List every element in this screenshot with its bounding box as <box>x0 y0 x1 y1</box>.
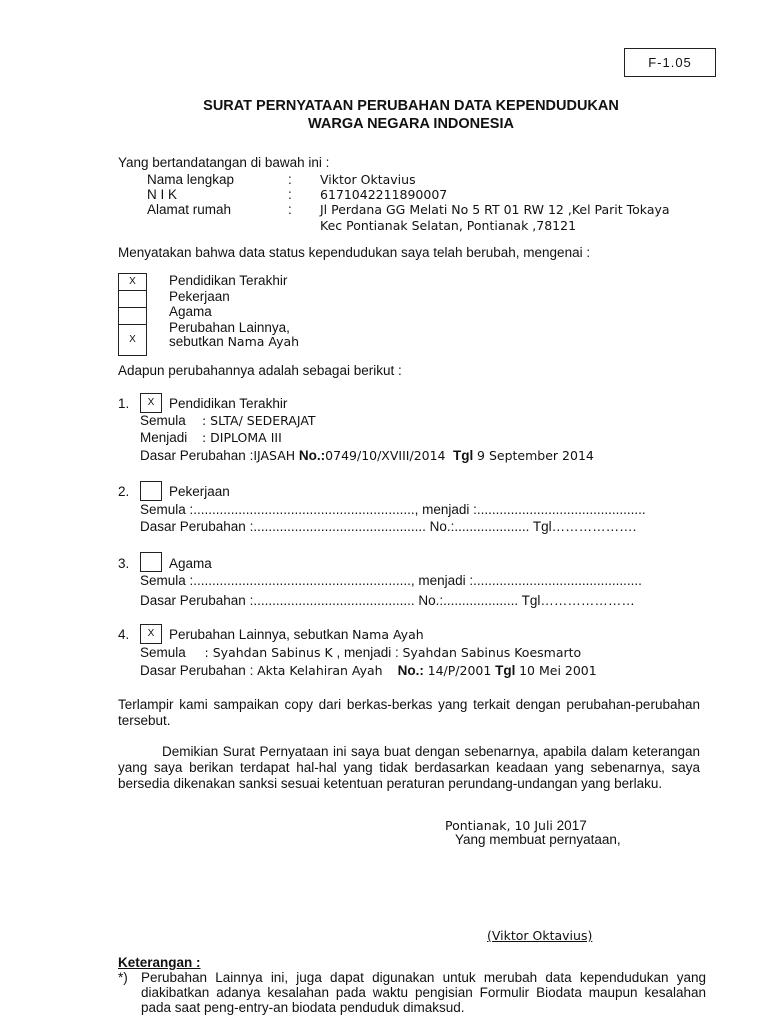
checklist-label-pendidikan: Pendidikan Terakhir <box>169 273 288 288</box>
change4-number: 4. <box>118 627 130 642</box>
signature-year: 2017 <box>556 818 587 833</box>
change3-number: 3. <box>118 556 130 571</box>
change4-tgl-label: Tgl <box>495 663 516 678</box>
address-label: Alamat rumah <box>147 202 232 217</box>
change1-dasar-label: Dasar Perubahan : <box>140 448 254 463</box>
change1-dasar-line <box>140 448 594 463</box>
name-value: Viktor Oktavius <box>320 172 416 187</box>
change2-number: 2. <box>118 484 130 499</box>
closing-paragraph: Demikian Surat Pernyataan ini saya buat dengan sebenarnya, apabila dalam keterangan yang saya berikan terdapat hal-hal yang tidak berdasarkan keadaan yang sebenarnya, saya bersedia dikenakan sanksi sesuai ketentuan peraturan perundang-undangan yang berlaku. <box>118 744 700 791</box>
notes-text: Perubahan Lainnya ini, juga dapat digunakan untuk merubah data kependudukan yang diakibatkan adanya kesalahan pada waktu pengisian Formulir Biodata maupun kesalahan pada saat peng-entry-an biodata penduduk dimaksud. <box>141 970 706 1015</box>
document-title-line2: WARGA NEGARA INDONESIA <box>308 116 514 132</box>
change4-semula-line <box>140 645 581 660</box>
address-line1: Jl Perdana GG Melati No 5 RT 01 RW 12 ,Kel Parit Tokaya <box>320 202 670 217</box>
change1-tgl-label: Tgl <box>453 448 474 463</box>
change4-dasar-line <box>140 663 597 678</box>
checklist-label-agama: Agama <box>169 304 212 319</box>
change4-checkbox: X <box>140 624 162 644</box>
change1-tgl-value: 9 September 2014 <box>477 448 594 463</box>
change4-no-label: No.: <box>397 663 424 678</box>
change2-dasar-line: Dasar Perubahan :.............................................. No.:.................... Tgl………………. <box>140 519 637 534</box>
change4-title-line <box>169 627 424 642</box>
change1-no-label: No.: <box>298 448 326 463</box>
checkbox-lainnya: X <box>119 325 146 356</box>
attachment-paragraph: Terlampir kami sampaikan copy dari berkas-berkas yang terkait dengan perubahan-perubahan tersebut. <box>118 697 700 728</box>
change4-no-value: 14/P/2001 <box>427 663 492 678</box>
address-line2: Kec Pontianak Selatan, Pontianak ,78121 <box>320 218 577 233</box>
change4-title: Perubahan Lainnya, sebutkan <box>169 627 349 642</box>
signature-maker: Yang membuat pernyataan, <box>455 832 621 847</box>
change4-semula-label: Semula <box>140 645 186 660</box>
changes-intro: Adapun perubahannya adalah sebagai berikut : <box>118 363 402 378</box>
address-colon: : <box>288 202 292 217</box>
checklist-other-prefix: sebutkan <box>169 334 224 349</box>
signature-name <box>487 928 592 943</box>
signature-name-text: (Viktor Oktavius) <box>487 928 593 943</box>
change2-semula-line: Semula :..........................................................., menjadi :............................................. <box>140 502 646 517</box>
change1-menjadi-value: : DIPLOMA III <box>202 430 282 445</box>
signature-place-date <box>445 818 587 833</box>
change1-checkbox: X <box>140 393 162 413</box>
change1-title: Pendidikan Terakhir <box>169 396 288 411</box>
checkbox-agama <box>119 308 146 325</box>
change1-no-value: 0749/10/XVIII/2014 <box>325 448 446 463</box>
statement-text: Menyatakan bahwa data status kependudukan saya telah berubah, mengenai : <box>118 245 591 260</box>
checkbox-pendidikan: X <box>119 274 146 291</box>
change1-number: 1. <box>118 396 130 411</box>
checklist-boxes <box>118 273 147 356</box>
name-colon: : <box>288 172 292 187</box>
change4-menjadi-label: , menjadi : <box>336 645 399 660</box>
change4-menjadi-value: Syahdan Sabinus Koesmarto <box>402 645 582 660</box>
notes-heading <box>118 955 201 970</box>
nik-colon: : <box>288 187 292 202</box>
checklist-label-lainnya: Perubahan Lainnya, <box>169 320 290 335</box>
notes-heading-text: Keterangan : <box>118 955 201 970</box>
change4-title-value: Nama Ayah <box>352 627 424 642</box>
nik-value: 6171042211890007 <box>320 187 448 202</box>
checklist-other-value: Nama Ayah <box>227 334 300 349</box>
change3-checkbox <box>140 552 162 572</box>
intro-text: Yang bertandatangan di bawah ini : <box>118 155 330 170</box>
change2-title: Pekerjaan <box>169 484 230 499</box>
change3-semula-line: Semula :.........................................................., menjadi :............................................. <box>140 573 642 588</box>
change1-semula-value: : SLTA/ SEDERAJAT <box>202 413 316 428</box>
change1-semula-label: Semula <box>140 413 186 428</box>
document-title-line1: SURAT PERNYATAAN PERUBAHAN DATA KEPENDUDUKAN <box>203 98 619 114</box>
signature-place-date-text: Pontianak, 10 Juli <box>445 818 553 833</box>
change4-dasar-value: Akta Kelahiran Ayah <box>257 663 383 678</box>
form-code-box: F-1.05 <box>624 48 716 77</box>
checkbox-pekerjaan <box>119 291 146 308</box>
change4-tgl-value: 10 Mei 2001 <box>519 663 597 678</box>
change2-checkbox <box>140 481 162 501</box>
change4-dasar-label: Dasar Perubahan : <box>140 663 254 678</box>
change1-menjadi-label: Menjadi <box>140 430 188 445</box>
checklist-other-line <box>169 334 299 349</box>
change3-title: Agama <box>169 556 212 571</box>
name-label: Nama lengkap <box>147 172 235 187</box>
change4-semula-value: : Syahdan Sabinus K <box>204 645 333 660</box>
change1-dasar-value: IJASAH <box>253 448 296 463</box>
checklist-label-pekerjaan: Pekerjaan <box>169 289 230 304</box>
change3-dasar-line: Dasar Perubahan :........................................... No.:.................... Tgl………………… <box>140 593 635 608</box>
notes-marker: *) <box>118 970 128 985</box>
nik-label: N I K <box>147 187 178 202</box>
